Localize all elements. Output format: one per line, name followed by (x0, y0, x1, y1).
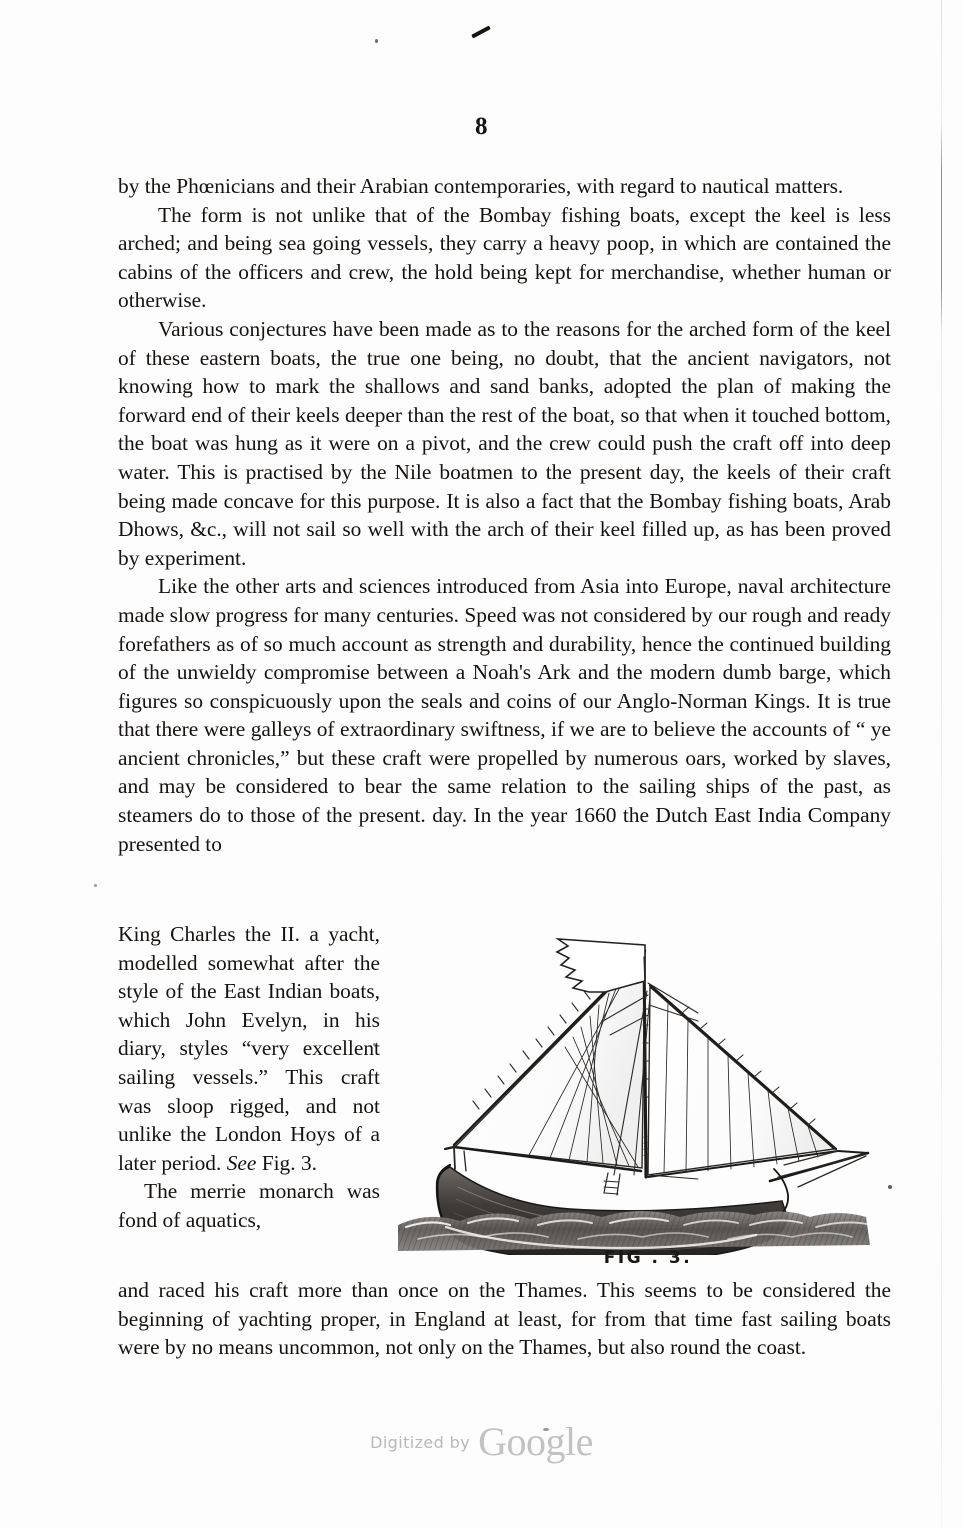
paragraph-6-continued: and raced his craft more than once on the Thames. This seems to be considered the beginning of yachting proper, in England at least, for from that time fast sailing boats were by no means uncommon, not only on the Thames, but also round the coast. (118, 1278, 891, 1360)
see-italic: See (226, 1150, 257, 1175)
narrow-column-text (118, 920, 380, 1235)
scan-edge-line (941, 0, 942, 1528)
tail-text-block (118, 1276, 891, 1362)
digitized-watermark (0, 1418, 963, 1465)
watermark-prefix: Digitized by (370, 1433, 471, 1452)
paragraph-3: Various conjectures have been made as to the reasons for the arched form of the keel of these eastern boats, the true one being, no doubt, that the ancient navigators, not knowing how to mark the shallows and sand banks, adopted the plan of making the forward end of their keels deeper than the rest of the boat, so that when it touched bottom, the boat was hung as it were on a pivot, and the crew could push the craft off into deep water. This is practised by the Nile boatmen to the present day, the keels of their craft being made concave for this purpose. It is also a fact that the Bombay fishing boats, Arab Dhows, &c., will not sail so well with the arch of their keel filled up, as has been proved by experiment. (118, 316, 891, 570)
figure-3-engraving (398, 925, 898, 1255)
paragraph-6-start: The merrie monarch was fond of aquatics, (118, 1179, 380, 1232)
scan-speck (375, 39, 378, 43)
paragraph-2: The form is not unlike that of the Bombay fishing boats, except the keel is less arched; and being sea going vessels, they carry a heavy poop, in which are contained the cabins of the officers and crew, the hold being kept for merchandise, whether human or otherwise. (118, 202, 891, 313)
paragraph-5 (118, 920, 380, 1177)
figure-caption: FIG . 3. (603, 1248, 693, 1268)
scan-mark-top (471, 26, 491, 39)
paragraph-4: Like the other arts and sciences introduced from Asia into Europe, naval architecture made slow progress for many centuries. Speed was not considered by our rough and ready forefathers as of so much account as strength and durability, hence the continued building of the unwieldy compromise between a Noah's Ark and the modern dumb barge, which figures so conspicuously upon the seals and coins of our Anglo-Norman Kings. It is true that there were galleys of extraordinary swiftness, if we are to believe the accounts of “ ye ancient chronicles,” but these craft were propelled by numerous oars, worked by slaves, and may be considered to bear the same relation to the sailing ships of the past, as steamers do to those of the present. day. In the year 1660 the Dutch East India Company presented to (118, 574, 891, 856)
paragraph-1: by the Phœnicians and their Arabian contemporaries, with regard to nautical matters. (118, 174, 844, 198)
body-text-block (118, 172, 891, 858)
scan-speck (94, 884, 97, 887)
google-logo: Google (478, 1419, 593, 1464)
fig-reference: Fig. 3. (256, 1150, 317, 1175)
page-number: 8 (475, 113, 488, 140)
paragraph-5-text: King Charles the II. a yacht, modelled somewhat after the style of the East Indian boats, which John Evelyn, in his diary, styles “very excellent sailing vessels.” This craft was sloop rigged, and not unlike the London Hoys of a later period. (118, 922, 380, 1175)
